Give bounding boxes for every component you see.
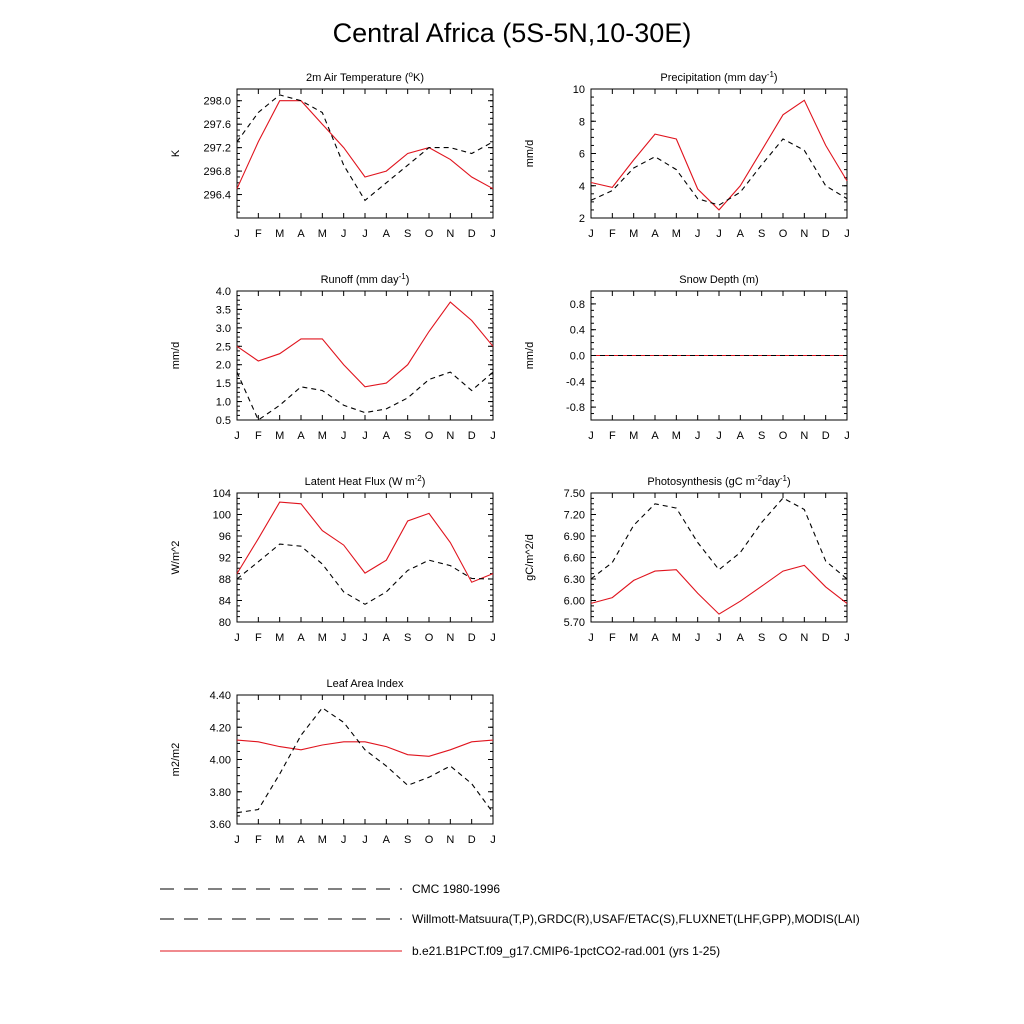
chart-panel-1 [170, 70, 496, 241]
y-tick-label: 0.4 [569, 324, 585, 337]
y-tick-label: 297.6 [203, 119, 231, 132]
x-tick-label: J [490, 632, 496, 644]
x-tick-label: A [382, 228, 391, 240]
plot-frame [591, 493, 847, 622]
x-tick-label: J [588, 632, 594, 644]
y-tick-label: -0.8 [566, 402, 585, 415]
x-tick-label: M [629, 632, 639, 644]
y-tick-label: 4.0 [215, 286, 231, 298]
x-tick-label: D [467, 834, 476, 846]
x-tick-label: A [651, 632, 659, 644]
x-tick-label: J [234, 430, 240, 442]
x-tick-label: N [800, 430, 809, 442]
x-tick-label: J [362, 632, 368, 644]
x-tick-label: S [403, 228, 412, 240]
x-tick-label: J [844, 430, 850, 442]
chart-panel-4 [524, 274, 850, 442]
chart-panel-3 [170, 272, 496, 443]
y-axis-label: mm/d [524, 139, 536, 168]
x-tick-label: J [716, 228, 722, 240]
x-tick-label: J [588, 430, 594, 442]
y-axis-label: mm/d [524, 341, 536, 370]
x-tick-label: F [608, 430, 616, 442]
x-tick-label: S [403, 834, 412, 846]
x-tick-label: O [778, 228, 788, 240]
y-tick-label: 6.00 [563, 595, 585, 608]
x-tick-label: J [694, 228, 701, 240]
y-tick-label: 100 [212, 509, 231, 522]
series-line-solid [591, 565, 847, 614]
x-tick-label: S [757, 632, 766, 644]
y-tick-label: 3.60 [209, 819, 231, 831]
y-tick-label: 1.5 [215, 378, 231, 391]
x-tick-label: D [467, 430, 476, 442]
x-tick-label: A [297, 834, 305, 846]
y-tick-label: 3.5 [215, 304, 231, 317]
series-line-dashed [591, 139, 847, 205]
x-tick-label: N [446, 834, 455, 846]
x-tick-label: J [234, 834, 240, 846]
x-tick-label: A [736, 430, 745, 442]
chart-panel-7 [170, 678, 496, 846]
x-tick-label: J [694, 632, 701, 644]
y-axis-label: W/m^2 [170, 540, 182, 575]
x-tick-label: D [467, 632, 476, 644]
x-tick-label: O [424, 632, 434, 644]
page-title: Central Africa (5S-5N,10-30E) [332, 18, 692, 48]
y-tick-label: 297.2 [203, 142, 231, 155]
chart-title: 2m Air Temperature ($^o$K) [306, 69, 424, 84]
x-tick-label: A [382, 834, 391, 846]
series-line-solid [237, 502, 493, 582]
x-tick-label: F [254, 834, 262, 846]
legend-label: CMC 1980-1996 [412, 882, 501, 896]
chart-title: Photosynthesis (gC $m^{-2}day^{-1}$) [647, 473, 791, 488]
y-tick-label: 6.90 [563, 531, 585, 543]
x-tick-label: N [446, 430, 455, 442]
x-tick-label: J [490, 430, 496, 442]
plot-frame [237, 493, 493, 622]
x-tick-label: J [490, 228, 496, 240]
x-tick-label: F [254, 228, 262, 240]
x-tick-label: M [671, 430, 681, 442]
legend-label: Willmott-Matsuura(T,P),GRDC(R),USAF/ETAC(S),FLUXNET(LHF,GPP),MODIS(LAI) [412, 912, 860, 926]
x-tick-label: J [490, 834, 496, 846]
series-line-solid [237, 302, 493, 387]
x-tick-label: M [317, 834, 327, 846]
y-tick-label: 3.0 [215, 322, 231, 335]
y-tick-label: 1.0 [215, 396, 231, 409]
x-tick-label: A [382, 430, 391, 442]
y-tick-label: 96 [218, 531, 231, 543]
x-tick-label: J [340, 632, 347, 644]
x-tick-label: F [608, 632, 616, 644]
chart-panel-6 [524, 474, 850, 645]
series-line-dashed [237, 372, 493, 420]
x-tick-label: M [317, 430, 327, 442]
y-axis-label: mm/d [170, 341, 182, 370]
x-tick-label: M [317, 228, 327, 240]
y-tick-label: 10 [572, 84, 585, 96]
x-tick-label: O [424, 834, 434, 846]
y-tick-label: -0.4 [566, 376, 585, 389]
x-tick-label: M [629, 228, 639, 240]
x-tick-label: A [651, 430, 659, 442]
x-tick-label: J [844, 632, 850, 644]
y-tick-label: 2 [578, 213, 585, 225]
series-line-dashed [237, 95, 493, 200]
x-tick-label: M [275, 228, 285, 240]
y-tick-label: 4.00 [209, 754, 231, 767]
x-tick-label: M [671, 632, 681, 644]
x-tick-label: A [736, 632, 745, 644]
chart-title: Leaf Area Index [326, 678, 404, 690]
y-tick-label: 92 [218, 552, 231, 565]
y-axis-label: gC/m^2/d [524, 534, 536, 581]
x-tick-label: J [362, 228, 368, 240]
x-tick-label: J [340, 228, 347, 240]
x-tick-label: D [821, 430, 830, 442]
x-tick-label: O [778, 632, 788, 644]
y-tick-label: 6.30 [563, 574, 585, 586]
y-tick-label: 80 [218, 617, 231, 629]
x-tick-label: D [821, 632, 830, 644]
x-tick-label: S [403, 430, 412, 442]
y-tick-label: 6.60 [563, 552, 585, 565]
y-axis-label: K [170, 149, 182, 158]
chart-panel-2 [524, 70, 850, 241]
y-tick-label: 0.8 [569, 298, 585, 311]
x-tick-label: S [757, 228, 766, 240]
x-tick-label: J [844, 228, 850, 240]
x-tick-label: A [736, 228, 745, 240]
y-tick-label: 4.20 [209, 722, 231, 735]
x-tick-label: N [446, 632, 455, 644]
series-line-dashed [237, 708, 493, 813]
y-tick-label: 4.40 [209, 690, 231, 702]
chart-title: Runoff (mm day$^{-1}$) [320, 271, 410, 286]
x-tick-label: A [297, 430, 305, 442]
x-tick-label: A [297, 632, 305, 644]
series-line-solid [237, 101, 493, 189]
x-tick-label: N [800, 228, 809, 240]
y-tick-label: 7.20 [563, 509, 585, 522]
x-tick-label: J [362, 430, 368, 442]
y-tick-label: 5.70 [563, 617, 585, 629]
x-tick-label: S [403, 632, 412, 644]
plot-frame [237, 695, 493, 824]
x-tick-label: M [275, 632, 285, 644]
y-tick-label: 4 [578, 180, 585, 193]
x-tick-label: J [694, 430, 701, 442]
x-tick-label: M [317, 632, 327, 644]
x-tick-label: J [716, 632, 722, 644]
y-tick-label: 0.5 [215, 415, 231, 427]
series-line-solid [591, 100, 847, 210]
x-tick-label: J [340, 834, 347, 846]
x-tick-label: S [757, 430, 766, 442]
x-tick-label: J [340, 430, 347, 442]
x-tick-label: F [254, 430, 262, 442]
series-line-dashed [591, 498, 847, 579]
y-tick-label: 2.5 [215, 341, 231, 354]
series-line-dashed [237, 544, 493, 604]
x-tick-label: M [275, 430, 285, 442]
x-tick-label: F [254, 632, 262, 644]
x-tick-label: A [297, 228, 305, 240]
y-tick-label: 104 [212, 488, 231, 500]
x-tick-label: J [234, 632, 240, 644]
x-tick-label: M [671, 228, 681, 240]
x-tick-label: O [424, 430, 434, 442]
y-tick-label: 2.0 [215, 359, 231, 372]
y-tick-label: 296.8 [203, 166, 231, 179]
y-tick-label: 6 [578, 148, 585, 161]
x-tick-label: D [821, 228, 830, 240]
x-tick-label: J [234, 228, 240, 240]
legend [160, 882, 860, 958]
y-tick-label: 84 [218, 595, 231, 608]
x-tick-label: D [467, 228, 476, 240]
chart-panel-5 [170, 474, 496, 645]
x-tick-label: J [362, 834, 368, 846]
y-tick-label: 8 [578, 116, 585, 129]
y-tick-label: 7.50 [563, 488, 585, 500]
x-tick-label: M [629, 430, 639, 442]
y-tick-label: 296.4 [203, 189, 231, 202]
chart-title: Latent Heat Flux (W $m^{-2}$) [304, 473, 426, 488]
y-tick-label: 3.80 [209, 786, 231, 799]
x-tick-label: O [424, 228, 434, 240]
series-line-solid [237, 740, 493, 756]
x-tick-label: N [446, 228, 455, 240]
x-tick-label: J [588, 228, 594, 240]
x-tick-label: A [651, 228, 659, 240]
y-tick-label: 88 [218, 574, 231, 586]
chart-title: Precipitation (mm day$^{-1}$) [660, 69, 778, 84]
y-tick-label: 0.0 [569, 350, 585, 363]
x-tick-label: M [275, 834, 285, 846]
x-tick-label: O [778, 430, 788, 442]
y-tick-label: 298.0 [203, 95, 231, 108]
y-axis-label: m2/m2 [170, 742, 182, 777]
legend-label: b.e21.B1PCT.f09_g17.CMIP6-1pctCO2-rad.001 (yrs 1-25) [412, 944, 721, 958]
chart-title: Snow Depth (m) [679, 274, 759, 286]
x-tick-label: F [608, 228, 616, 240]
x-tick-label: J [716, 430, 722, 442]
x-tick-label: A [382, 632, 391, 644]
x-tick-label: N [800, 632, 809, 644]
